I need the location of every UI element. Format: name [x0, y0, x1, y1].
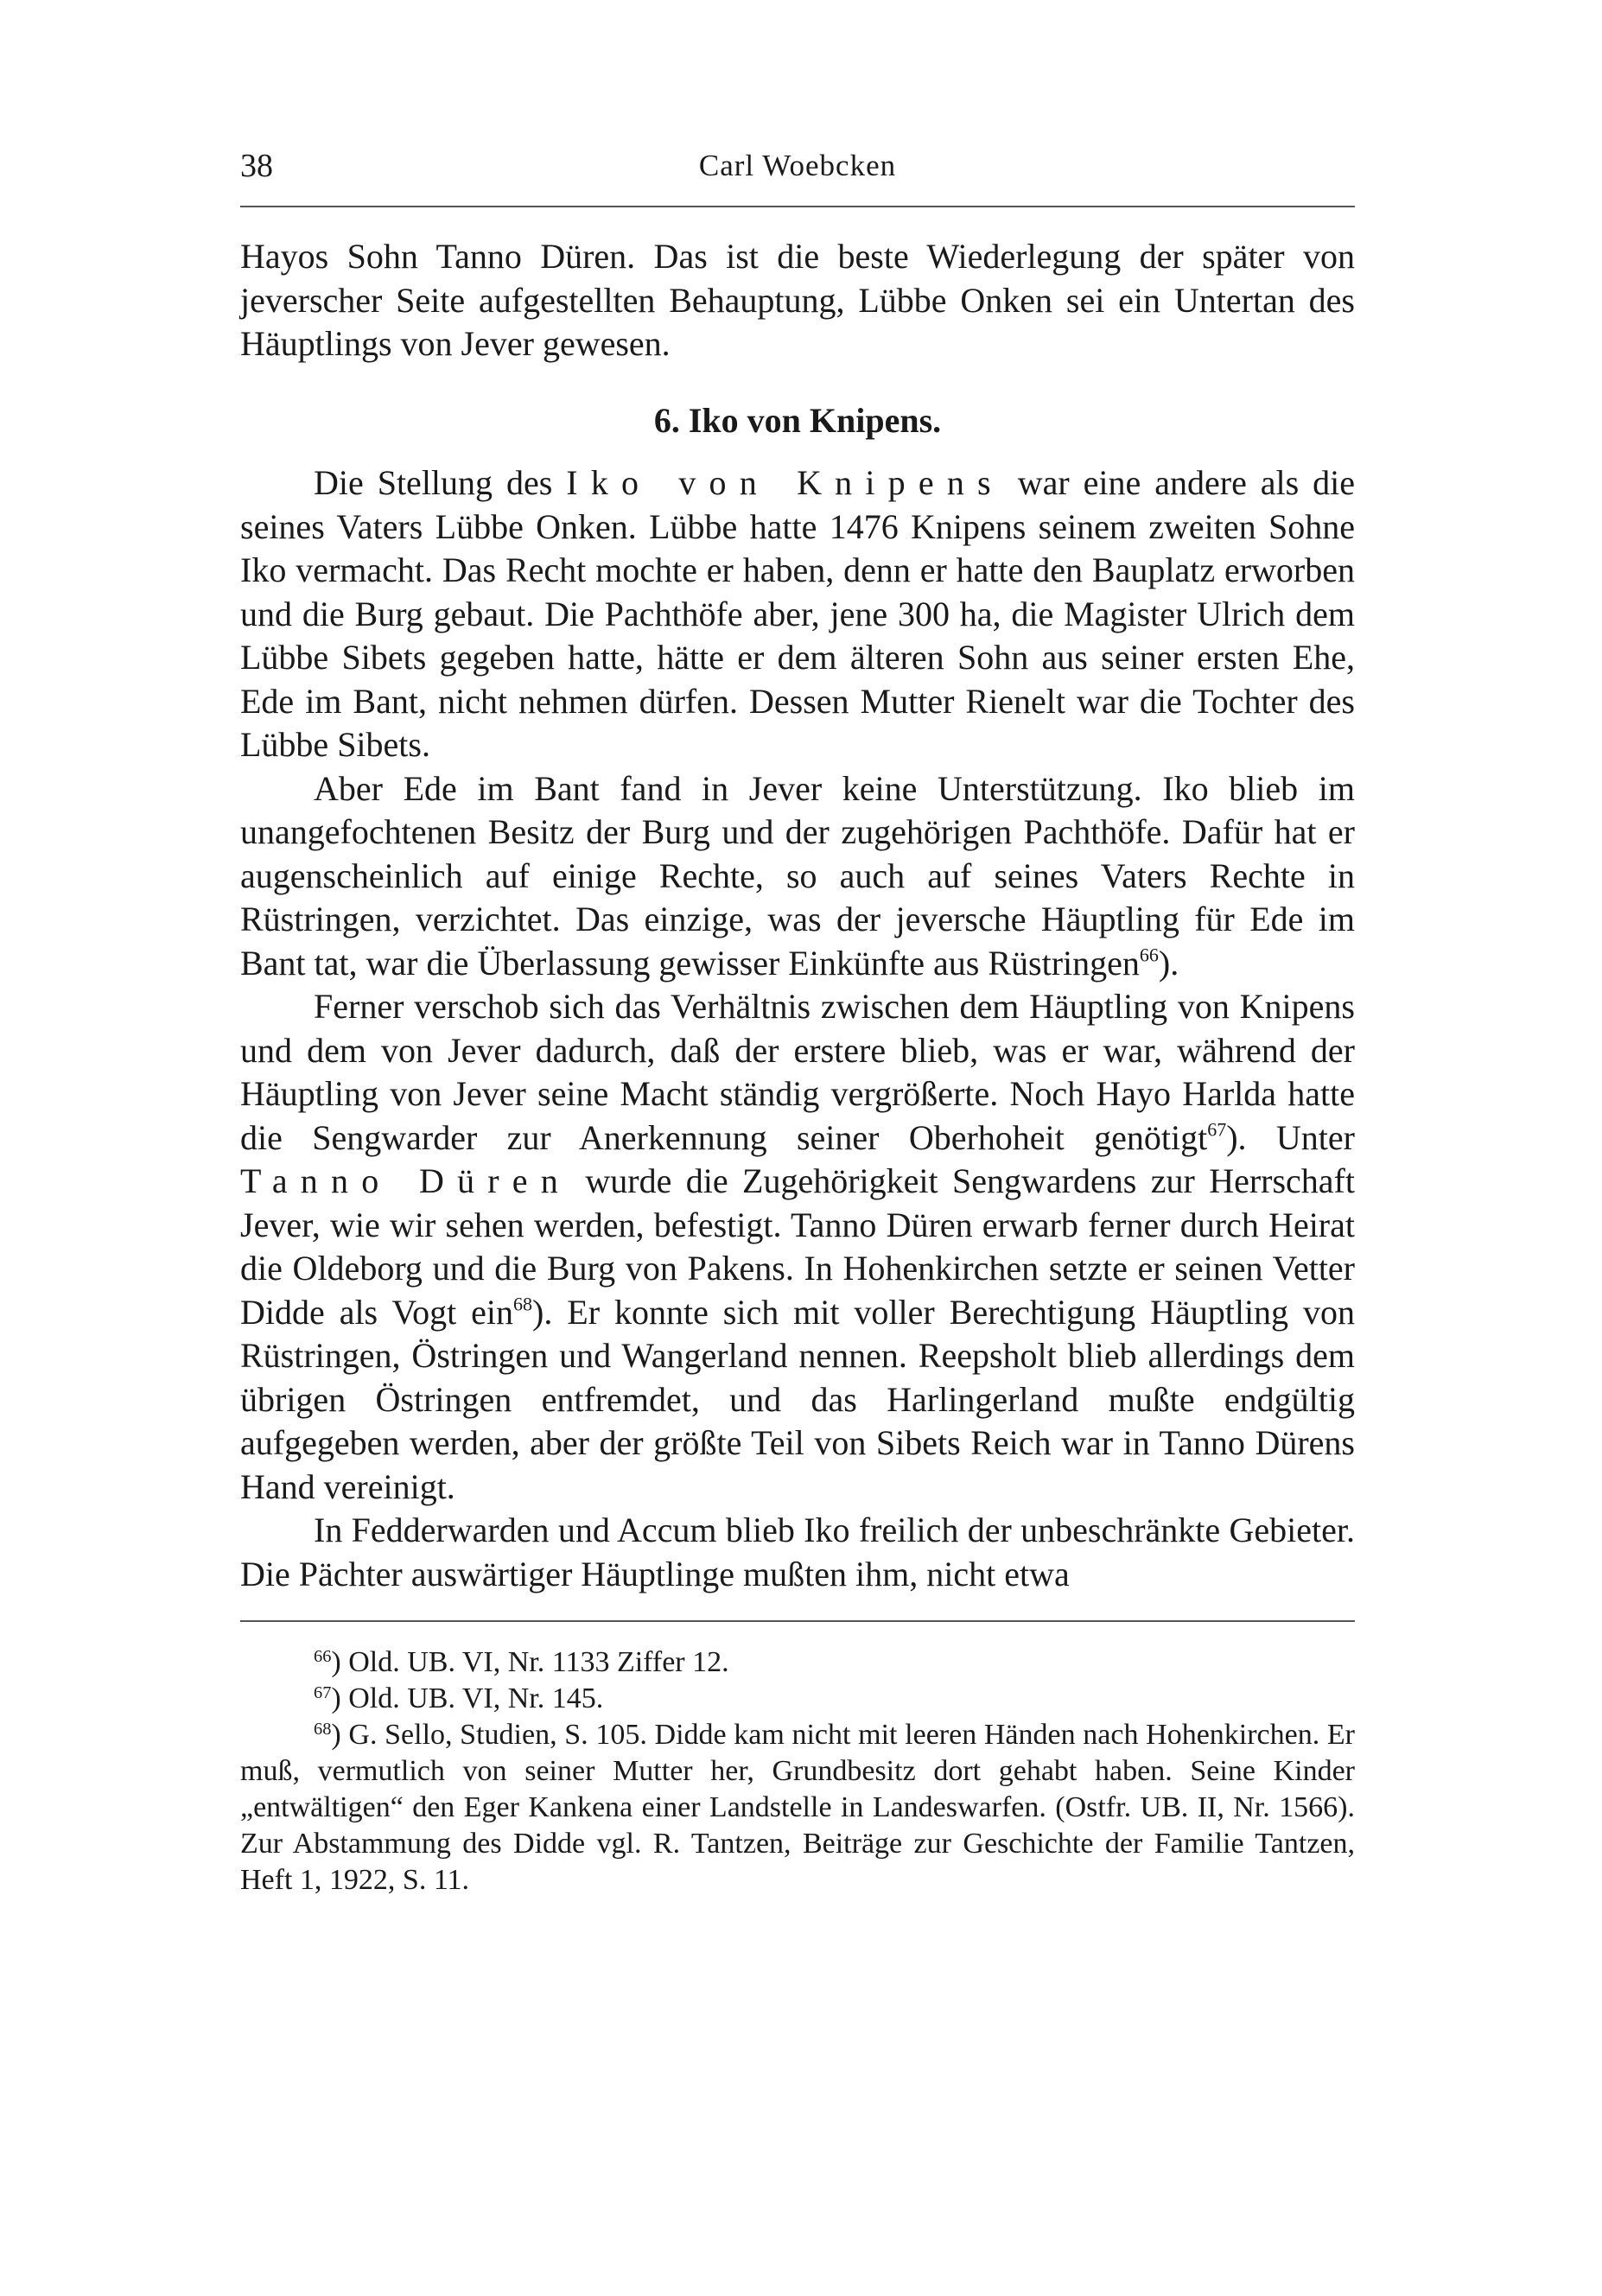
- paragraph-2-text-a: Die Stellung des: [314, 463, 567, 502]
- paragraph-3-text-a: Aber Ede im Bant fand in Jever keine Unterstützung. Iko blieb im unangefochtenen Besitz der Burg und der zugehörigen Pachthöfe. Dafür hat er augenscheinlich auf einige Rechte, so auch auf seines Vaters Rechte in Rüstringen, verzichtet. Das einzige, was der jeversche Häuptling für Ede im Bant tat, war die Überlassung gewisser Einkünfte aus Rüstringen: [240, 768, 1355, 983]
- paragraph-3-text-b: ).: [1158, 943, 1179, 983]
- footnote-text: G. Sello, Studien, S. 105. Didde kam nicht mit leeren Händen nach Hohenkirchen. Er muß, vermutlich von seiner Mutter her, Grundbesitz dort gehabt haben. Seine Kinder „entwältigen“ den Eger Kankena einer Landstelle in Landeswarfen. (Ostfr. UB. II, Nr. 1566). Zur Abstammung des Didde vgl. R. Tantzen, Beiträge zur Geschichte der Familie Tantzen, Heft 1, 1922, S. 11.: [240, 1719, 1355, 1896]
- running-title: Carl Woebcken: [698, 149, 897, 182]
- footnote: $^{66}$) Old. UB. VI, Nr. 1133 Ziffer 12.: [314, 1646, 729, 1678]
- paragraph-4: [240, 985, 1355, 1509]
- section-heading: 6. Iko von Knipens.: [653, 400, 942, 440]
- footnote-text: Old. UB. VI, Nr. 145.: [348, 1682, 604, 1714]
- footnote-mark: 67: [314, 1682, 332, 1702]
- footnote-rule: [240, 1620, 1355, 1622]
- body-text: [240, 235, 1355, 1596]
- book-page: [240, 138, 1355, 1898]
- footnotes: [240, 1644, 1355, 1898]
- footnote: $^{67}$) Old. UB. VI, Nr. 145.: [314, 1682, 604, 1714]
- paragraph-4-text-b: ). Unter: [1226, 1117, 1355, 1157]
- emphasized-name-iko: Iko von Knipens: [566, 463, 1004, 502]
- footnote-ref-67: 67: [1207, 1118, 1227, 1141]
- running-head: [240, 138, 1355, 190]
- emphasized-name-tanno: Tanno Düren: [240, 1161, 571, 1200]
- paragraph-4-text-a: Ferner verschob sich das Verhältnis zwischen dem Häuptling von Knipens und dem von Jever dadurch, daß der erstere blieb, was er war, während der Häuptling von Jever seine Macht ständig vergrößerte. Noch Hayo Harlda hatte die Sengwarder zur Anerkennung seiner Oberhoheit genötigt: [240, 987, 1355, 1157]
- page-number: 38: [240, 148, 273, 184]
- footnote-mark: 68: [314, 1719, 332, 1739]
- paragraph-4-text-d: ). Er konnte sich mit voller Berechtigung Häuptling von Rüstringen, Östringen und Wangerland nennen. Reepsholt blieb allerdings dem übrigen Östringen entfremdet, und das Harlingerland mußte endgültig aufgegeben werden, aber der größte Teil von Sibets Reich war in Tanno Dürens Hand vereinigt.: [240, 1292, 1355, 1506]
- paragraph-3: [240, 767, 1355, 986]
- footnote-ref-66: 66: [1139, 944, 1159, 966]
- paragraph-5: In Fedderwarden und Accum blieb Iko freilich der unbeschränkte Gebieter. Die Pächter auswärtiger Häuptlinge mußten ihm, nicht etwa: [240, 1511, 1355, 1593]
- footnote: $^{68}$) G. Sello, Studien, S. 105. Didde kam nicht mit leeren Händen nach Hohenkirchen. Er muß, vermutlich von seiner Mutter her, Grundbesitz dort gehabt haben. Seine Kinder „entwältigen“ den Eger Kankena einer Landstelle in Landeswarfen. (Ostfr. UB. II, Nr. 1566). Zur Abstammung des Didde vgl. R. Tantzen, Beiträge zur Geschichte der Familie Tantzen, Heft 1, 1922, S. 11.: [240, 1719, 1355, 1896]
- paragraph-1: Hayos Sohn Tanno Düren. Das ist die beste Wiederlegung der später von jeverscher Seite aufgestellten Behauptung, Lübbe Onken sei ein Untertan des Häuptlings von Jever gewesen.: [240, 237, 1355, 363]
- paragraph-2-text-b: war eine andere als die seines Vaters Lübbe Onken. Lübbe hatte 1476 Knipens seinem zweiten Sohne Iko vermacht. Das Recht mochte er haben, denn er hatte den Bauplatz erworben und die Burg gebaut. Die Pachthöfe aber, jene 300 ha, die Magister Ulrich dem Lübbe Sibets gegeben hatte, hätte er dem älteren Sohn aus seiner ersten Ehe, Ede im Bant, nicht nehmen dürfen. Dessen Mutter Rienelt war die Tochter des Lübbe Sibets.: [240, 463, 1356, 764]
- footnote-ref-68: 68: [513, 1293, 532, 1315]
- paragraph-4-text-c: wurde die Zugehörigkeit Sengwardens zur Herrschaft Jever, wie wir sehen werden, befestigt. Tanno Düren erwarb ferner durch Heirat die Oldeborg und die Burg von Pakens. In Hohenkirchen setzte er seinen Vetter Didde als Vogt ein: [240, 1161, 1355, 1332]
- footnote-mark: 66: [314, 1646, 332, 1666]
- footnote-text: Old. UB. VI, Nr. 1133 Ziffer 12.: [348, 1646, 729, 1678]
- header-rule: [240, 206, 1355, 207]
- paragraph-2: [240, 461, 1355, 767]
